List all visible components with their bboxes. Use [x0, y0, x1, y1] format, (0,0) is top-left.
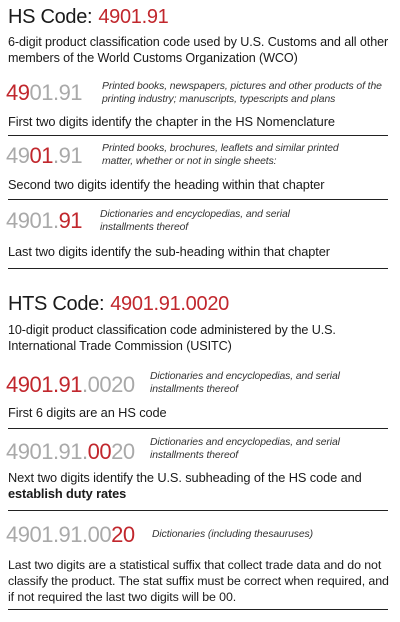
hts-us-subheading-text: Next two digits identify the U.S. subheading of the HS code and [8, 470, 362, 485]
hs-heading-note: Printed books, brochures, leaflets and similar printed matter, whether or not in single sheets: [102, 143, 339, 167]
divider [8, 609, 388, 610]
hts-us-subheading-note: Dictionaries and encyclopedias, and serial installments thereof [150, 437, 340, 461]
hs-chapter-text: First two digits identify the chapter in the HS Nomenclature [8, 114, 335, 129]
hs-title-code: 4901.91 [98, 6, 169, 28]
hts-duty-rates-text: establish duty rates [8, 486, 127, 501]
divider [8, 135, 388, 136]
hs-title-label: HS Code: [8, 6, 93, 28]
hs-subheading-code [6, 208, 82, 234]
code-gray-part: 4901.91.00 [6, 522, 112, 547]
code-red-part: 49 [6, 80, 30, 105]
hts-hs-text: First 6 digits are an HS code [8, 405, 167, 420]
hs-heading-text: Second two digits identify the heading within that chapter [8, 177, 325, 192]
code-gray-part: 01.91 [29, 80, 83, 105]
code-red-part: 01 [29, 143, 53, 168]
hts-hs-note: Dictionaries and encyclopedias, and serial installments thereof [150, 371, 340, 395]
hts-title-code: 4901.91.0020 [110, 293, 229, 315]
hts-hs-code [6, 372, 135, 398]
hts-title-label: HTS Code: [8, 293, 105, 315]
hts-stat-suffix-note: Dictionaries (including thesauruses) [152, 529, 313, 540]
divider [8, 199, 388, 200]
code-red-part: 00 [87, 439, 112, 464]
code-gray-part: 4901. [6, 208, 59, 233]
hts-us-subheading-code [6, 439, 135, 465]
hs-heading-code [6, 143, 82, 169]
divider [8, 268, 388, 269]
code-gray-part: 49 [6, 143, 30, 168]
code-gray-part: .91 [52, 143, 83, 168]
hs-title [8, 5, 169, 29]
hts-title [8, 292, 229, 316]
divider [8, 428, 388, 429]
hs-chapter-code [6, 80, 82, 106]
hs-subheading-note: Dictionaries and encyclopedias, and serial installments thereof [100, 209, 290, 233]
hs-subheading-text: Last two digits identify the sub-heading within that chapter [8, 244, 330, 259]
code-gray-part: 4901.91. [6, 439, 88, 464]
code-red-part: 91 [58, 208, 83, 233]
code-red-part: 4901.91 [6, 372, 83, 397]
hts-description: 10-digit product classification code administered by the U.S. International Trade Commission (USITC) [8, 323, 336, 353]
code-red-part: 20 [111, 522, 135, 547]
code-gray-part: .0020 [82, 372, 135, 397]
hts-stat-suffix-code [6, 522, 135, 548]
hs-chapter-note: Printed books, newspapers, pictures and other products of the printing industry; manuscripts, typescripts and plans [102, 81, 382, 105]
divider [8, 510, 388, 511]
code-gray-part: 20 [111, 439, 135, 464]
hts-stat-suffix-text: Last two digits are a statistical suffix that collect trade data and do not classify the product. The stat suffix must be correct when required, and if not required the last two digits will be 00. [8, 558, 389, 604]
hs-description: 6-digit product classification code used by U.S. Customs and all other members of the World Customs Organization (WCO) [8, 35, 389, 65]
